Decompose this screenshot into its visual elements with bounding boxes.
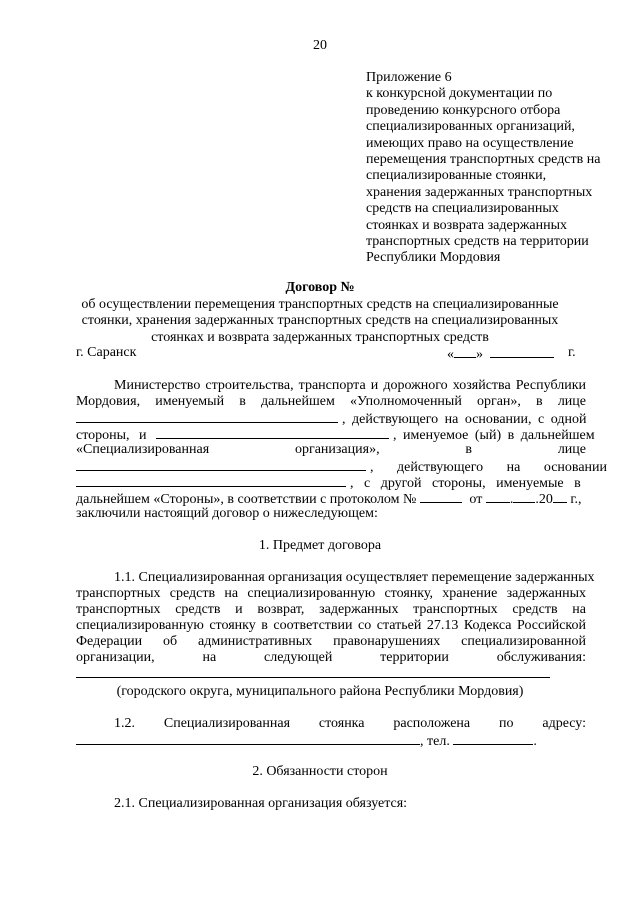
- org-rep-blank[interactable]: [76, 458, 366, 471]
- org-basis-blank[interactable]: [76, 474, 346, 487]
- city-label: г. Саранск: [76, 345, 137, 360]
- section-1-heading: 1. Предмет договора: [258, 538, 382, 553]
- protocol-day-blank[interactable]: [486, 490, 510, 503]
- protocol-month-blank[interactable]: [513, 490, 535, 503]
- preamble-line-4: стороны, и , именуемое (ый) в дальнейшем: [76, 428, 595, 443]
- appendix-line: стоянках и возврата задержанных: [366, 217, 567, 233]
- phone-blank[interactable]: [453, 732, 533, 745]
- preamble-line-3: , действующего на основании, с одной: [76, 410, 586, 428]
- section-1-line: организации, на следующей территории обслуживания:: [76, 650, 586, 665]
- section-1-line: специализированную стоянку в соответствии со статьей 27.13 Кодекса Российской: [76, 618, 586, 633]
- appendix-line: перемещения транспортных средств на: [366, 152, 601, 168]
- section-1-line: транспортных средств на специализированную стоянку, хранение задержанных: [76, 586, 586, 601]
- authority-rep-blank[interactable]: [76, 410, 338, 423]
- year-suffix: г.: [568, 345, 576, 360]
- date-field[interactable]: [447, 345, 554, 363]
- preamble-line-9: заключили настоящий договор о нижеследующем:: [76, 506, 378, 521]
- page-number: 20: [313, 38, 327, 53]
- subtitle-line: стоянки, хранения задержанных транспортных средств на специализированных: [81, 313, 559, 329]
- subtitle-line: стоянках и возврата задержанных транспортных средств: [151, 329, 489, 345]
- protocol-year-blank[interactable]: [553, 490, 567, 503]
- territory-note: (городского округа, муниципального района Республики Мордовия): [116, 684, 524, 699]
- section-1-line: транспортных средств и возврат, задержанных транспортных средств на: [76, 602, 586, 617]
- subtitle-line: об осуществлении перемещения транспортных средств на специализированные: [81, 297, 559, 312]
- appendix-line: средств на специализированных: [366, 201, 559, 217]
- appendix-line: Республики Мордовия: [366, 250, 501, 266]
- preamble-line-7: , с другой стороны, именуемые в: [76, 474, 586, 492]
- section-1-line: Федерации об административных правонарушениях специализированной: [76, 634, 586, 649]
- contract-title: Договор №: [285, 280, 355, 295]
- month-blank[interactable]: [490, 345, 554, 358]
- section-1-2-line: 1.2. Специализированная стоянка расположена по адресу:: [114, 716, 586, 731]
- appendix-line: имеющих право на осуществление: [366, 135, 574, 151]
- preamble-line-8: дальнейшем «Стороны», в соответствии с протоколом № от . .20 г.,: [76, 492, 582, 507]
- appendix-line: проведению конкурсного отбора: [366, 102, 561, 118]
- preamble-line-6: , действующего на основании: [76, 458, 586, 476]
- section-1-line: 1.1. Специализированная организация осуществляет перемещение задержанных: [114, 570, 595, 585]
- preamble-line-5: «Специализированная организация», в лице: [76, 442, 586, 457]
- appendix-line: хранения задержанных транспортных: [366, 184, 593, 200]
- appendix-line: транспортных средств на территории: [366, 234, 589, 250]
- protocol-number-blank[interactable]: [420, 490, 462, 503]
- preamble-line-2: Мордовия, именуемый в дальнейшем «Уполномоченный орган», в лице: [76, 394, 586, 409]
- appendix-line: Приложение 6: [366, 70, 452, 85]
- appendix-line: специализированных организаций,: [366, 119, 575, 135]
- preamble-line-1: Министерство строительства, транспорта и дорожного хозяйства Республики: [114, 378, 586, 393]
- appendix-line: специализированные стоянки,: [366, 168, 547, 184]
- appendix-block: [366, 70, 616, 267]
- organization-name-blank[interactable]: [156, 426, 389, 439]
- day-blank[interactable]: [454, 345, 476, 358]
- territory-blank[interactable]: [76, 677, 550, 678]
- section-1-2-address-line: , тел. .: [76, 732, 586, 750]
- contract-subtitle: [0, 297, 640, 346]
- address-blank[interactable]: [76, 732, 420, 745]
- appendix-line: к конкурсной документации по: [366, 86, 553, 102]
- section-2-1-line: 2.1. Специализированная организация обязуется:: [114, 796, 408, 811]
- section-2-heading: 2. Обязанности сторон: [252, 764, 388, 779]
- date-open-quote: «: [447, 347, 454, 362]
- date-close-quote: »: [476, 347, 483, 362]
